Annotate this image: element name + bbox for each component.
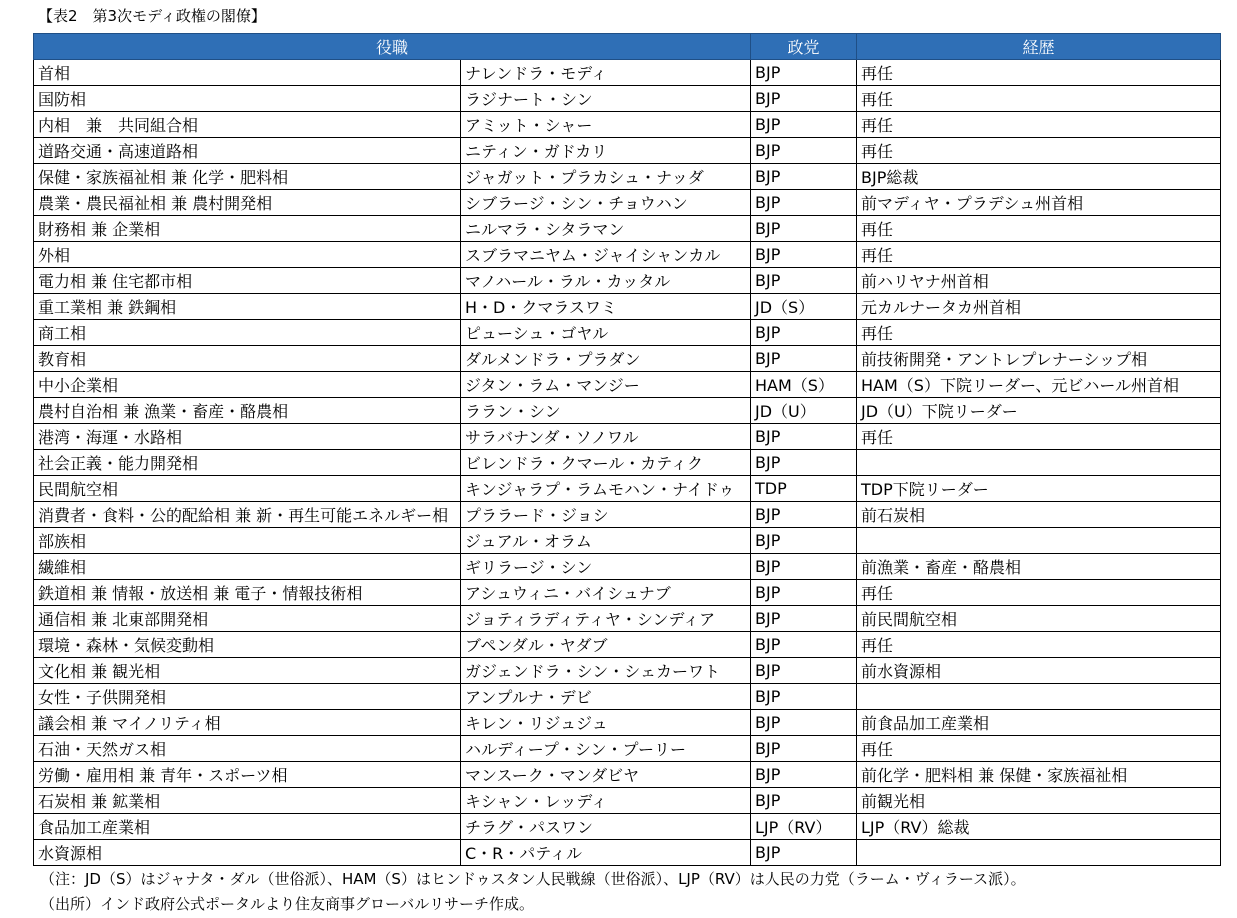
career-cell: 元カルナータカ州首相: [857, 294, 1221, 320]
post-cell: 石炭相 兼 鉱業相: [34, 788, 461, 814]
table-body: [34, 60, 1221, 866]
name-cell: キンジャラプ・ラムモハン・ナイドゥ: [461, 476, 751, 502]
name-cell: マノハール・ラル・カッタル: [461, 268, 751, 294]
post-cell: 社会正義・能力開発相: [34, 450, 461, 476]
post-cell: 内相 兼 共同組合相: [34, 112, 461, 138]
party-cell: BJP: [751, 762, 857, 788]
post-cell: 通信相 兼 北東部開発相: [34, 606, 461, 632]
table-row: [34, 632, 1221, 658]
post-cell: 労働・雇用相 兼 青年・スポーツ相: [34, 762, 461, 788]
post-cell: 道路交通・高速道路相: [34, 138, 461, 164]
party-cell: BJP: [751, 684, 857, 710]
career-cell: BJP総裁: [857, 164, 1221, 190]
career-cell: 再任: [857, 216, 1221, 242]
party-cell: BJP: [751, 268, 857, 294]
name-cell: スブラマニヤム・ジャイシャンカル: [461, 242, 751, 268]
post-cell: 首相: [34, 60, 461, 86]
party-cell: BJP: [751, 580, 857, 606]
table-row: [34, 814, 1221, 840]
name-cell: アミット・シャー: [461, 112, 751, 138]
table-row: [34, 736, 1221, 762]
party-cell: BJP: [751, 190, 857, 216]
name-cell: アシュウィニ・バイシュナブ: [461, 580, 751, 606]
career-cell: 前食品加工産業相: [857, 710, 1221, 736]
party-cell: TDP: [751, 476, 857, 502]
table-row: [34, 450, 1221, 476]
post-cell: 中小企業相: [34, 372, 461, 398]
career-cell: 再任: [857, 632, 1221, 658]
party-cell: BJP: [751, 710, 857, 736]
table-row: [34, 710, 1221, 736]
party-cell: BJP: [751, 242, 857, 268]
post-cell: 商工相: [34, 320, 461, 346]
career-cell: 再任: [857, 736, 1221, 762]
post-cell: 保健・家族福祉相 兼 化学・肥料相: [34, 164, 461, 190]
table-row: [34, 398, 1221, 424]
party-cell: BJP: [751, 840, 857, 866]
career-cell: 前ハリヤナ州首相: [857, 268, 1221, 294]
name-cell: チラグ・パスワン: [461, 814, 751, 840]
party-cell: BJP: [751, 60, 857, 86]
career-cell: 前水資源相: [857, 658, 1221, 684]
header-career: 経歴: [857, 34, 1221, 60]
party-cell: BJP: [751, 346, 857, 372]
cabinet-table: [33, 33, 1221, 866]
name-cell: ビレンドラ・クマール・カティク: [461, 450, 751, 476]
name-cell: ピューシュ・ゴヤル: [461, 320, 751, 346]
post-cell: 国防相: [34, 86, 461, 112]
source-note: （出所）インド政府公式ポータルより住友商事グローバルリサーチ作成。: [40, 895, 534, 913]
name-cell: ジョティラディティヤ・シンディア: [461, 606, 751, 632]
career-cell: 再任: [857, 242, 1221, 268]
table-row: [34, 164, 1221, 190]
party-cell: LJP（RV）: [751, 814, 857, 840]
career-cell: 再任: [857, 424, 1221, 450]
party-cell: BJP: [751, 606, 857, 632]
post-cell: 繊維相: [34, 554, 461, 580]
party-cell: BJP: [751, 554, 857, 580]
table-row: [34, 840, 1221, 866]
post-cell: 港湾・海運・水路相: [34, 424, 461, 450]
career-cell: TDP下院リーダー: [857, 476, 1221, 502]
table-row: [34, 658, 1221, 684]
table-row: [34, 762, 1221, 788]
post-cell: 電力相 兼 住宅都市相: [34, 268, 461, 294]
post-cell: 環境・森林・気候変動相: [34, 632, 461, 658]
party-cell: BJP: [751, 86, 857, 112]
table-row: [34, 606, 1221, 632]
party-cell: JD（U）: [751, 398, 857, 424]
post-cell: 教育相: [34, 346, 461, 372]
career-cell: 前化学・肥料相 兼 保健・家族福祉相: [857, 762, 1221, 788]
career-cell: 再任: [857, 580, 1221, 606]
name-cell: キシャン・レッディ: [461, 788, 751, 814]
party-cell: BJP: [751, 320, 857, 346]
name-cell: ナレンドラ・モディ: [461, 60, 751, 86]
name-cell: H・D・クマラスワミ: [461, 294, 751, 320]
career-cell: HAM（S）下院リーダー、元ビハール州首相: [857, 372, 1221, 398]
table-row: [34, 138, 1221, 164]
name-cell: ラジナート・シン: [461, 86, 751, 112]
name-cell: ララン・シン: [461, 398, 751, 424]
post-cell: 部族相: [34, 528, 461, 554]
party-cell: BJP: [751, 424, 857, 450]
party-cell: BJP: [751, 112, 857, 138]
table-row: [34, 242, 1221, 268]
table-row: [34, 476, 1221, 502]
career-cell: [857, 684, 1221, 710]
career-cell: LJP（RV）総裁: [857, 814, 1221, 840]
table-row: [34, 346, 1221, 372]
post-cell: 消費者・食料・公的配給相 兼 新・再生可能エネルギー相: [34, 502, 461, 528]
table-row: [34, 528, 1221, 554]
table-caption: 【表2 第3次モディ政権の閣僚】: [38, 7, 266, 25]
party-cell: BJP: [751, 138, 857, 164]
name-cell: ダルメンドラ・プラダン: [461, 346, 751, 372]
party-cell: BJP: [751, 164, 857, 190]
post-cell: 民間航空相: [34, 476, 461, 502]
table-row: [34, 788, 1221, 814]
footnote: （注：JD（S）はジャナタ・ダル（世俗派）、HAM（S）はヒンドゥスタン人民戦線（世俗派）、LJP（RV）は人民の力党（ラーム・ヴィラース派）。: [40, 870, 1026, 888]
career-cell: 前民間航空相: [857, 606, 1221, 632]
career-cell: [857, 840, 1221, 866]
name-cell: ニティン・ガドカリ: [461, 138, 751, 164]
name-cell: キレン・リジュジュ: [461, 710, 751, 736]
table-row: [34, 216, 1221, 242]
party-cell: BJP: [751, 502, 857, 528]
table-row: [34, 554, 1221, 580]
post-cell: 財務相 兼 企業相: [34, 216, 461, 242]
name-cell: プララード・ジョシ: [461, 502, 751, 528]
career-cell: 再任: [857, 138, 1221, 164]
post-cell: 農村自治相 兼 漁業・畜産・酪農相: [34, 398, 461, 424]
header-party: 政党: [751, 34, 857, 60]
career-cell: 前マディヤ・プラデシュ州首相: [857, 190, 1221, 216]
party-cell: JD（S）: [751, 294, 857, 320]
table-row: [34, 320, 1221, 346]
table-row: [34, 502, 1221, 528]
career-cell: 再任: [857, 86, 1221, 112]
post-cell: 重工業相 兼 鉄鋼相: [34, 294, 461, 320]
party-cell: BJP: [751, 736, 857, 762]
party-cell: BJP: [751, 632, 857, 658]
name-cell: ジャガット・プラカシュ・ナッダ: [461, 164, 751, 190]
post-cell: 農業・農民福祉相 兼 農村開発相: [34, 190, 461, 216]
table-row: [34, 294, 1221, 320]
name-cell: ギリラージ・シン: [461, 554, 751, 580]
name-cell: アンプルナ・デビ: [461, 684, 751, 710]
post-cell: 外相: [34, 242, 461, 268]
party-cell: BJP: [751, 216, 857, 242]
post-cell: 水資源相: [34, 840, 461, 866]
name-cell: マンスーク・マンダビヤ: [461, 762, 751, 788]
party-cell: BJP: [751, 450, 857, 476]
name-cell: ガジェンドラ・シン・シェカーワト: [461, 658, 751, 684]
career-cell: [857, 450, 1221, 476]
post-cell: 文化相 兼 観光相: [34, 658, 461, 684]
name-cell: ジュアル・オラム: [461, 528, 751, 554]
name-cell: シブラージ・シン・チョウハン: [461, 190, 751, 216]
name-cell: C・R・パティル: [461, 840, 751, 866]
party-cell: HAM（S）: [751, 372, 857, 398]
party-cell: BJP: [751, 528, 857, 554]
career-cell: 前観光相: [857, 788, 1221, 814]
table-row: [34, 268, 1221, 294]
post-cell: 鉄道相 兼 情報・放送相 兼 電子・情報技術相: [34, 580, 461, 606]
name-cell: サラバナンダ・ソノワル: [461, 424, 751, 450]
header-post: 役職: [34, 34, 751, 60]
career-cell: 再任: [857, 320, 1221, 346]
post-cell: 石油・天然ガス相: [34, 736, 461, 762]
table-row: [34, 112, 1221, 138]
name-cell: ジタン・ラム・マンジー: [461, 372, 751, 398]
party-cell: BJP: [751, 658, 857, 684]
table-row: [34, 86, 1221, 112]
post-cell: 議会相 兼 マイノリティ相: [34, 710, 461, 736]
career-cell: [857, 528, 1221, 554]
table-row: [34, 60, 1221, 86]
table-row: [34, 372, 1221, 398]
post-cell: 食品加工産業相: [34, 814, 461, 840]
name-cell: ハルディープ・シン・プーリー: [461, 736, 751, 762]
career-cell: 前技術開発・アントレプレナーシップ相: [857, 346, 1221, 372]
table-row: [34, 424, 1221, 450]
post-cell: 女性・子供開発相: [34, 684, 461, 710]
table-row: [34, 684, 1221, 710]
table-row: [34, 190, 1221, 216]
career-cell: 前石炭相: [857, 502, 1221, 528]
career-cell: JD（U）下院リーダー: [857, 398, 1221, 424]
career-cell: 再任: [857, 112, 1221, 138]
name-cell: ニルマラ・シタラマン: [461, 216, 751, 242]
name-cell: ブペンダル・ヤダブ: [461, 632, 751, 658]
career-cell: 前漁業・畜産・酪農相: [857, 554, 1221, 580]
party-cell: BJP: [751, 788, 857, 814]
career-cell: 再任: [857, 60, 1221, 86]
table-header-row: [34, 34, 1221, 60]
table-row: [34, 580, 1221, 606]
